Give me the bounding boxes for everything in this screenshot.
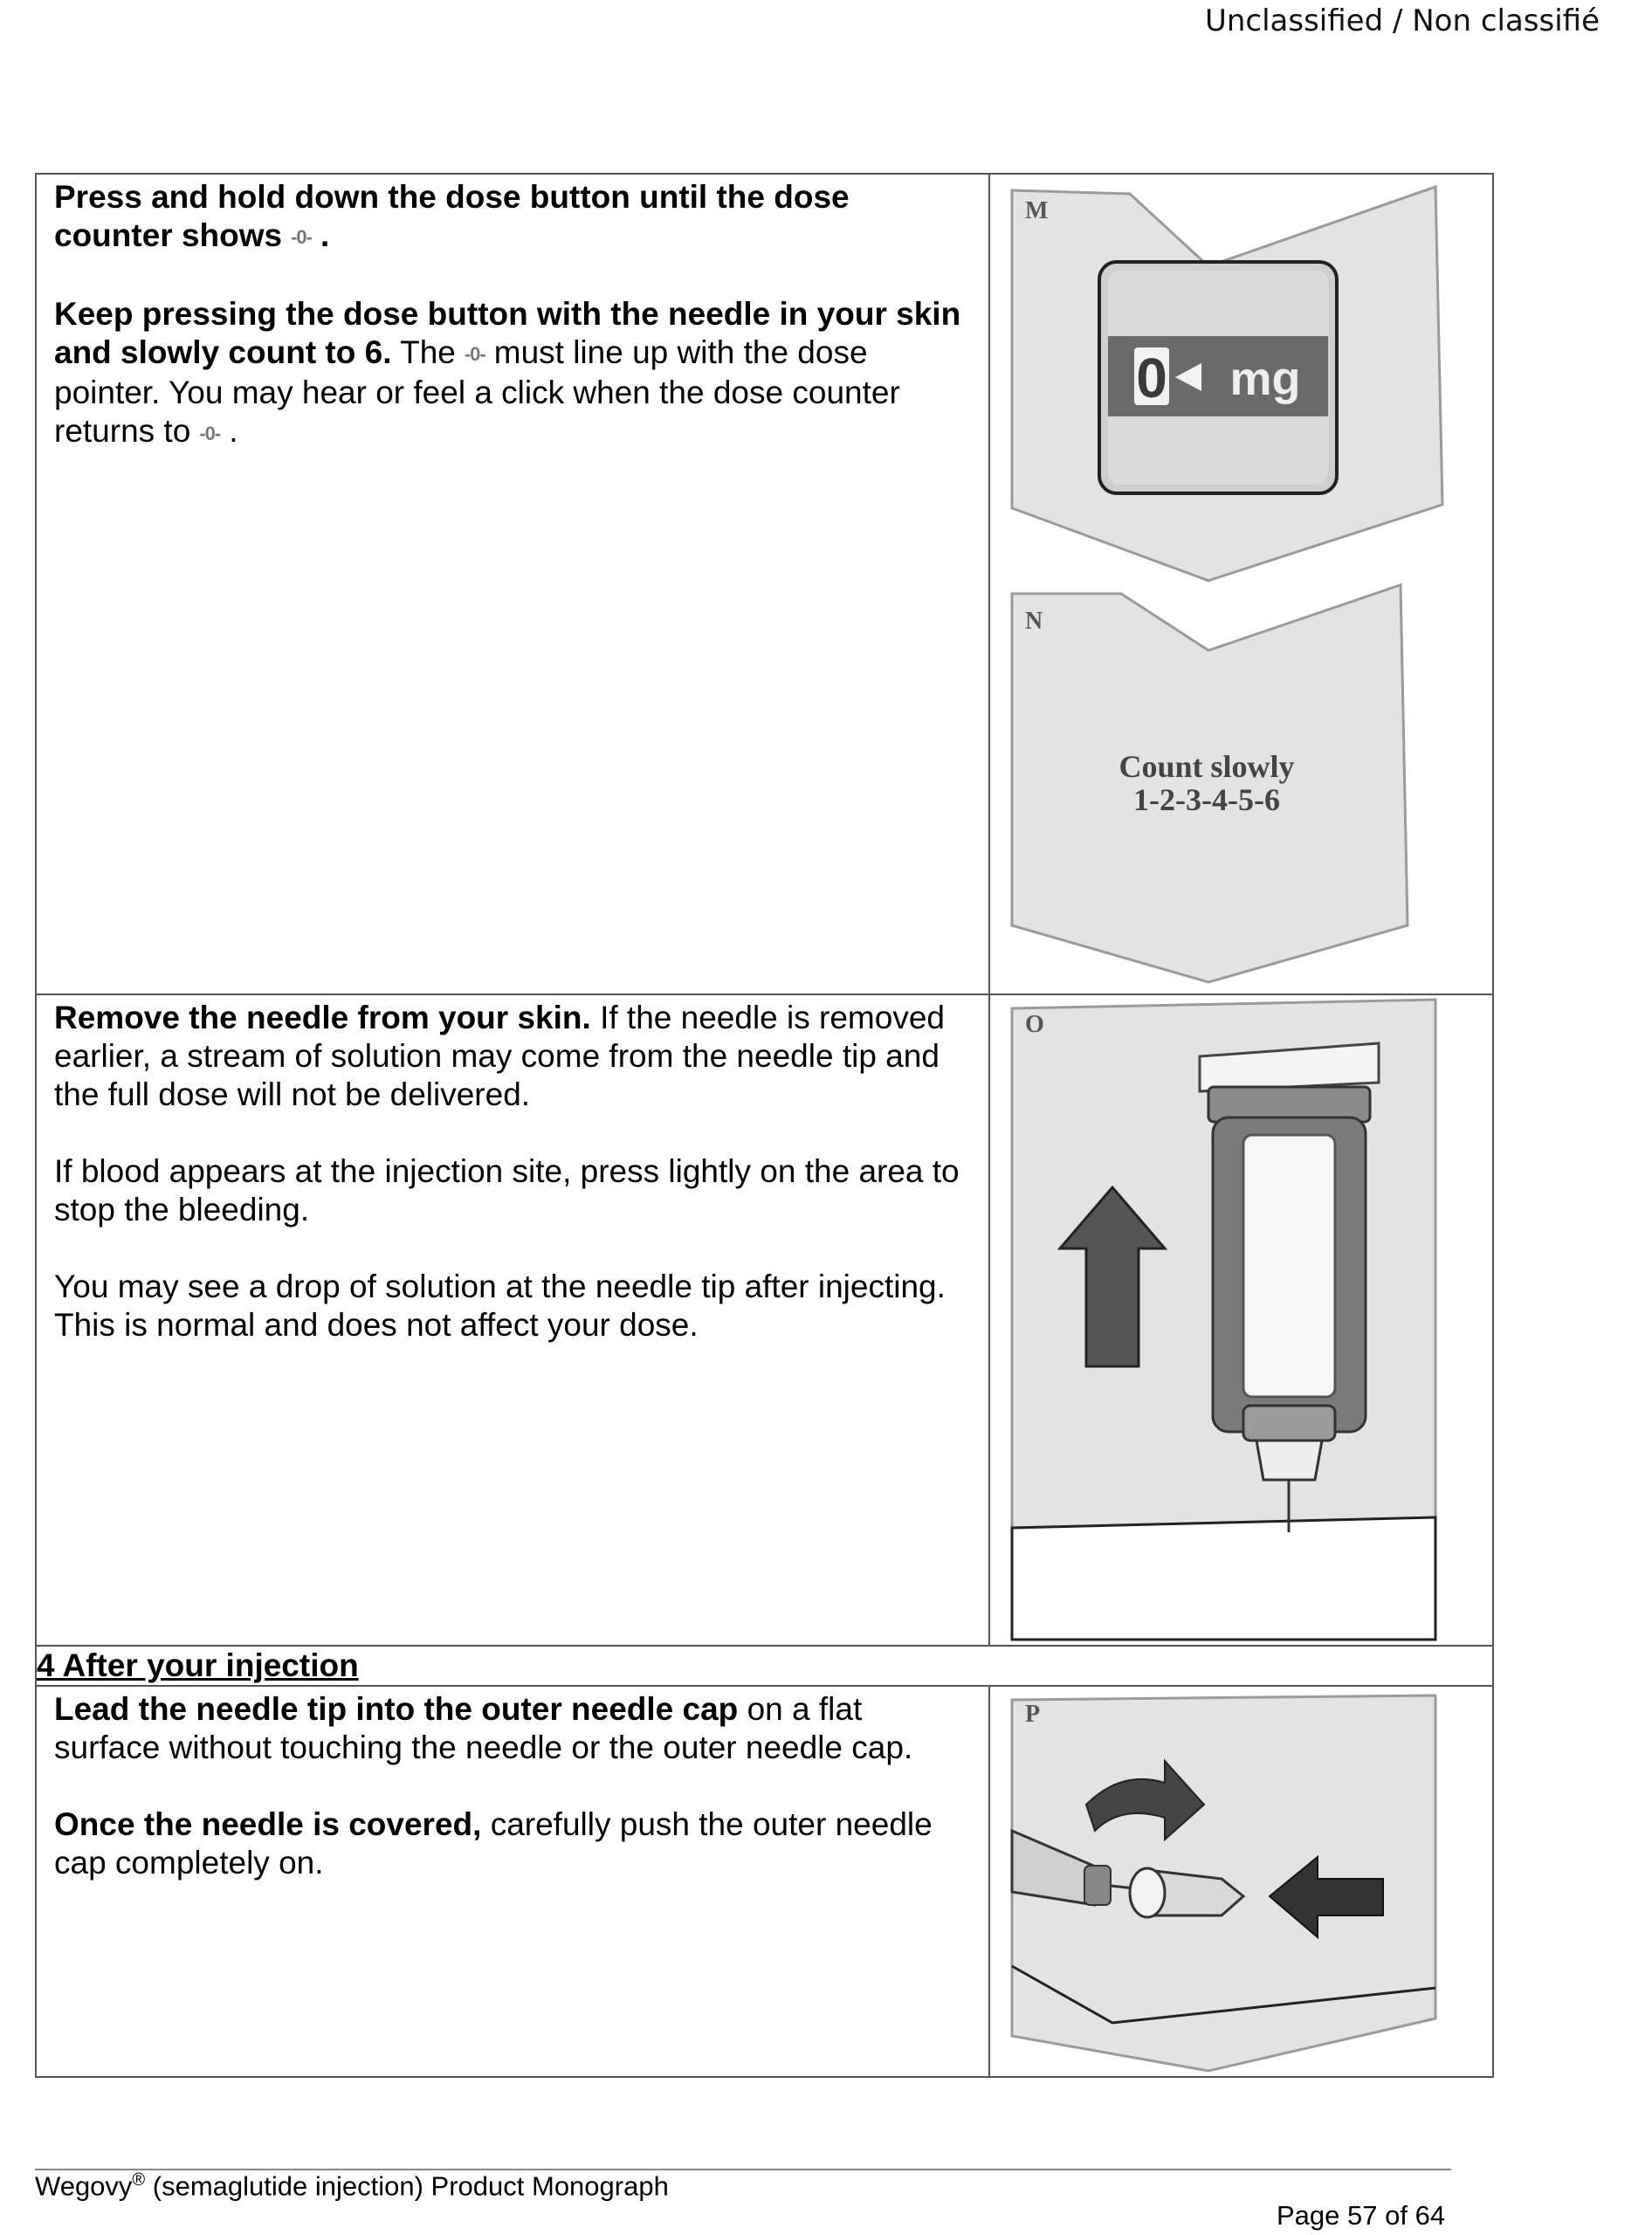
- dose-zero-icon: -0-: [291, 226, 312, 249]
- dose-counter-unit: mg: [1229, 353, 1301, 405]
- instruction-text: If the needle is removed earlier, a stream of solution may come from the needle tip and the full dose will not be delivered.: [54, 1000, 945, 1112]
- instruction-cell: [36, 994, 989, 1646]
- instruction-bold-text: Remove the needle from your skin.: [54, 1000, 591, 1035]
- figure-o-label: O: [1025, 1011, 1044, 1038]
- classification-label: Unclassified / Non classifié: [1204, 3, 1600, 38]
- instruction-cell: [36, 1686, 989, 2077]
- figure-m-n: [990, 175, 1492, 994]
- instruction-paragraph: [54, 1690, 971, 1767]
- instruction-paragraph: If blood appears at the injection site, press lightly on the area to stop the bleeding.: [54, 1153, 960, 1228]
- figure-cell: [989, 1686, 1493, 2077]
- punctuation: .: [320, 217, 330, 253]
- instruction-text: on a flat surface without touching the needle or the outer needle cap.: [54, 1691, 913, 1765]
- table-row: [36, 1646, 1493, 1686]
- instruction-text: The: [391, 334, 456, 371]
- instruction-bold-text: Lead the needle tip into the outer needle cap: [54, 1691, 739, 1727]
- instruction-bold-text: Press and hold down the dose button until the dose counter shows: [54, 179, 850, 253]
- dose-zero-icon: -0-: [464, 343, 485, 366]
- instruction-text: carefully push the outer needle cap completely on.: [54, 1806, 933, 1881]
- figure-cell: [989, 174, 1493, 994]
- section-heading-text: 4 After your injection: [37, 1647, 359, 1683]
- footer-title-text: (semaglutide injection) Product Monograph: [145, 2170, 669, 2202]
- table-row: [36, 174, 1493, 994]
- dose-counter-value: 0: [1136, 347, 1167, 409]
- registered-mark: ®: [132, 2170, 146, 2190]
- figure-cell: [989, 994, 1493, 1646]
- page-number: Page 57 of 64: [1277, 2200, 1446, 2231]
- instruction-paragraph: [54, 999, 971, 1114]
- figure-o: [990, 995, 1492, 1645]
- instruction-paragraph: [54, 1805, 971, 1882]
- figure-p: [990, 1687, 1492, 2076]
- section-heading: [36, 1646, 1493, 1686]
- dose-zero-icon: -0-: [199, 422, 221, 444]
- figure-p-label: P: [1025, 1701, 1041, 1728]
- instructions-table: [35, 173, 1494, 2078]
- instruction-paragraph: [54, 295, 971, 452]
- figure-m-label: M: [1025, 197, 1049, 224]
- table-row: [36, 1686, 1493, 2077]
- footer-title: [35, 2170, 669, 2202]
- instruction-paragraph: [54, 178, 971, 257]
- punctuation: .: [229, 413, 238, 450]
- figure-n-label: N: [1025, 608, 1043, 635]
- product-name: Wegovy: [35, 2170, 133, 2202]
- instruction-text: must line up with the dose pointer. You may hear or feel a click when the dose counter returns to: [54, 334, 900, 450]
- instruction-bold-text: Keep pressing the dose button with the needle in your skin and slowly count to 6.: [54, 296, 961, 371]
- table-row: [36, 994, 1493, 1646]
- instruction-cell: [36, 174, 989, 994]
- count-sequence-text: 1-2-3-4-5-6: [1133, 782, 1280, 817]
- count-slowly-text: Count slowly: [1119, 749, 1295, 784]
- instruction-paragraph: You may see a drop of solution at the needle tip after injecting. This is normal and does not affect your dose.: [54, 1269, 946, 1343]
- instruction-bold-text: Once the needle is covered,: [54, 1806, 482, 1842]
